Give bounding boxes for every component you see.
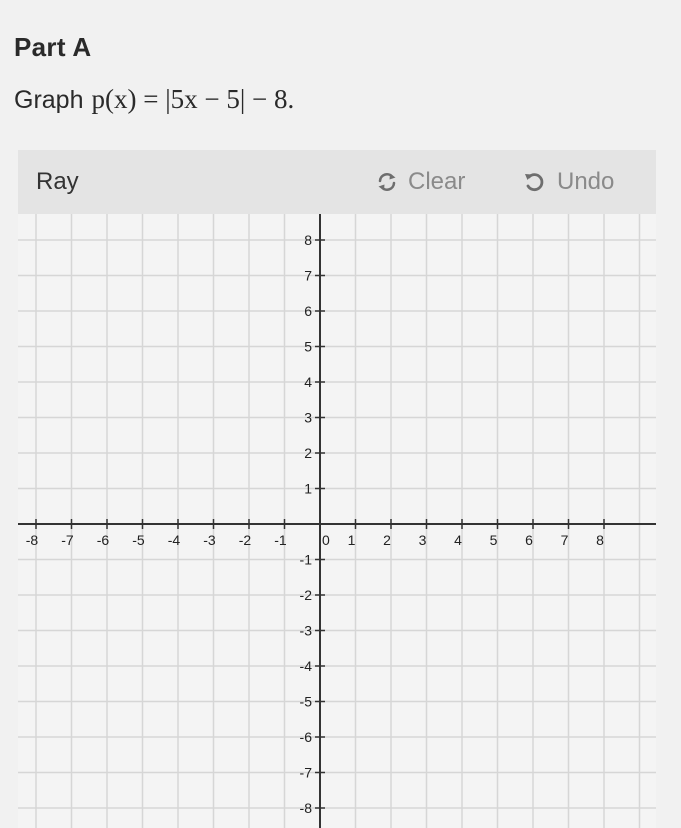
x-tick-label: 7	[560, 532, 569, 548]
x-tick-label: -3	[203, 532, 216, 548]
y-tick-label: 4	[304, 374, 312, 390]
coordinate-grid[interactable]	[18, 214, 656, 828]
undo-icon	[523, 171, 545, 193]
undo-button[interactable]	[523, 168, 614, 196]
part-title: Part A	[14, 32, 92, 62]
prompt-text: Graph	[14, 86, 84, 114]
y-tick-label: -3	[299, 622, 312, 639]
y-tick-label: -2	[299, 587, 312, 603]
x-tick-label: 2	[383, 532, 391, 548]
undo-label: Undo	[557, 168, 615, 195]
x-tick-label: -7	[61, 532, 74, 548]
y-tick-label: 8	[304, 232, 312, 248]
problem-prompt	[14, 84, 294, 115]
x-tick-label: 5	[489, 532, 498, 548]
y-tick-label: -6	[299, 729, 312, 745]
graph-toolbar	[18, 150, 656, 215]
clear-label: Clear	[408, 168, 466, 195]
y-tick-label: 3	[304, 409, 312, 426]
x-tick-label: -5	[132, 532, 145, 548]
graph-area[interactable]	[18, 214, 656, 828]
x-tick-label: -8	[25, 532, 39, 548]
x-tick-label: 3	[418, 532, 427, 548]
x-tick-label: -1	[274, 532, 287, 548]
ray-tool-label: Ray	[36, 168, 79, 195]
x-tick-label: 0	[322, 532, 330, 548]
y-tick-label: 7	[304, 267, 312, 284]
x-tick-label: 8	[596, 532, 604, 548]
clear-button[interactable]	[376, 168, 465, 196]
y-tick-label: -7	[299, 764, 312, 781]
y-tick-label: 2	[304, 445, 312, 461]
x-tick-label: -4	[167, 532, 181, 548]
x-tick-label: 1	[347, 532, 356, 548]
y-tick-label: -8	[299, 800, 312, 816]
y-tick-label: -1	[299, 551, 312, 568]
y-tick-label: 5	[304, 338, 312, 355]
refresh-icon	[376, 171, 398, 193]
x-tick-label: -2	[238, 532, 252, 548]
ray-tool-button[interactable]	[36, 168, 79, 196]
y-tick-label: -5	[299, 693, 312, 710]
y-tick-label: -4	[299, 658, 312, 674]
x-tick-label: 4	[454, 532, 462, 548]
y-tick-label: 1	[304, 480, 312, 497]
function-expression: p(x) = |5x − 5| − 8.	[91, 84, 295, 114]
y-tick-label: 6	[304, 303, 312, 319]
x-tick-label: -6	[96, 532, 110, 548]
x-tick-label: 6	[525, 532, 533, 548]
